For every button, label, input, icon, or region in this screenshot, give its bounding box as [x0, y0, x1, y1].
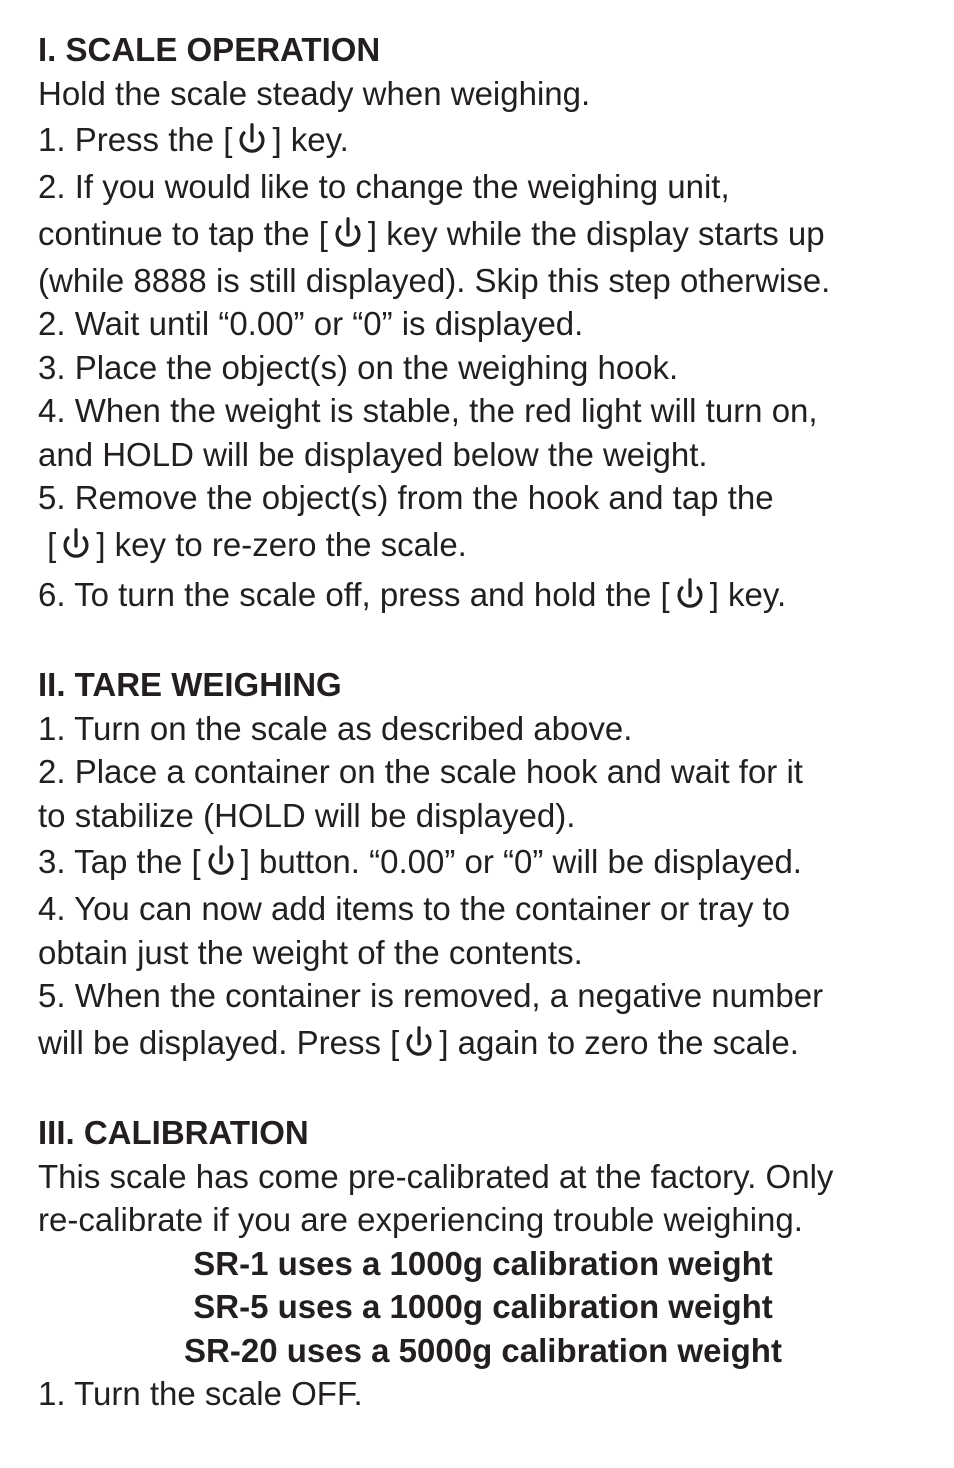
calibration-intro-line2: re-calibrate if you are experiencing trouble weighing.	[38, 1201, 803, 1238]
power-icon	[400, 1024, 438, 1062]
calibration-weight-sr5: SR-5 uses a 1000g calibration weight	[193, 1288, 773, 1325]
tare-step-tap: 3. Tap the [ ] button. “0.00” or “0” will be displayed.	[38, 843, 802, 880]
power-icon	[671, 576, 709, 614]
tare-step-turn-on: 1. Turn on the scale as described above.	[38, 709, 633, 747]
section-title-scale-operation: I. SCALE OPERATION	[38, 31, 381, 68]
step-remove-line2: [ ] key to re-zero the scale.	[38, 525, 467, 563]
step-change-unit-line3: (while 8888 is still displayed). Skip this step otherwise.	[38, 261, 831, 299]
section-gap	[38, 620, 928, 664]
tare-step-container-line2: to stabilize (HOLD will be displayed).	[38, 796, 576, 834]
calibration-weight-sr20: SR-20 uses a 5000g calibration weight	[184, 1331, 782, 1369]
power-icon	[233, 121, 271, 159]
tare-step-removed-line1: 5. When the container is removed, a negative number	[38, 977, 824, 1014]
section-title-calibration: III. CALIBRATION	[38, 1114, 309, 1151]
tare-step-add-line2: obtain just the weight of the contents.	[38, 933, 583, 971]
section-title-tare-weighing: II. TARE WEIGHING	[38, 666, 342, 703]
step-stable-line2: and HOLD will be displayed below the weight.	[38, 435, 708, 473]
calibration-intro-line1: This scale has come pre-calibrated at the factory. Only	[38, 1157, 834, 1195]
step-remove-line1: 5. Remove the object(s) from the hook and tap the	[38, 479, 774, 516]
step-change-unit-line1: 2. If you would like to change the weighing unit,	[38, 168, 730, 205]
section-gap	[38, 1068, 928, 1112]
calibration-weight-sr1: SR-1 uses a 1000g calibration weight	[193, 1244, 773, 1282]
power-icon	[57, 526, 95, 564]
scale-operation-intro: Hold the scale steady when weighing.	[38, 74, 591, 112]
step-wait-zero: 2. Wait until “0.00” or “0” is displayed.	[38, 305, 584, 342]
calibration-step-turn-off: 1. Turn the scale OFF.	[38, 1375, 363, 1412]
manual-page	[38, 28, 928, 1416]
step-change-unit-line2: continue to tap the [ ] key while the display starts up	[38, 214, 825, 252]
power-icon	[202, 843, 240, 881]
step-place-object: 3. Place the object(s) on the weighing hook.	[38, 348, 679, 386]
step-turn-off: 6. To turn the scale off, press and hold the [ ] key.	[38, 575, 787, 613]
step-stable-line1: 4. When the weight is stable, the red light will turn on,	[38, 392, 818, 429]
power-icon	[329, 215, 367, 253]
tare-step-container-line1: 2. Place a container on the scale hook and wait for it	[38, 753, 803, 790]
tare-step-add-line1: 4. You can now add items to the container or tray to	[38, 890, 791, 927]
tare-step-removed-line2: will be displayed. Press [ ] again to zero the scale.	[38, 1023, 799, 1061]
step-press-key: 1. Press the [ ] key.	[38, 121, 349, 158]
